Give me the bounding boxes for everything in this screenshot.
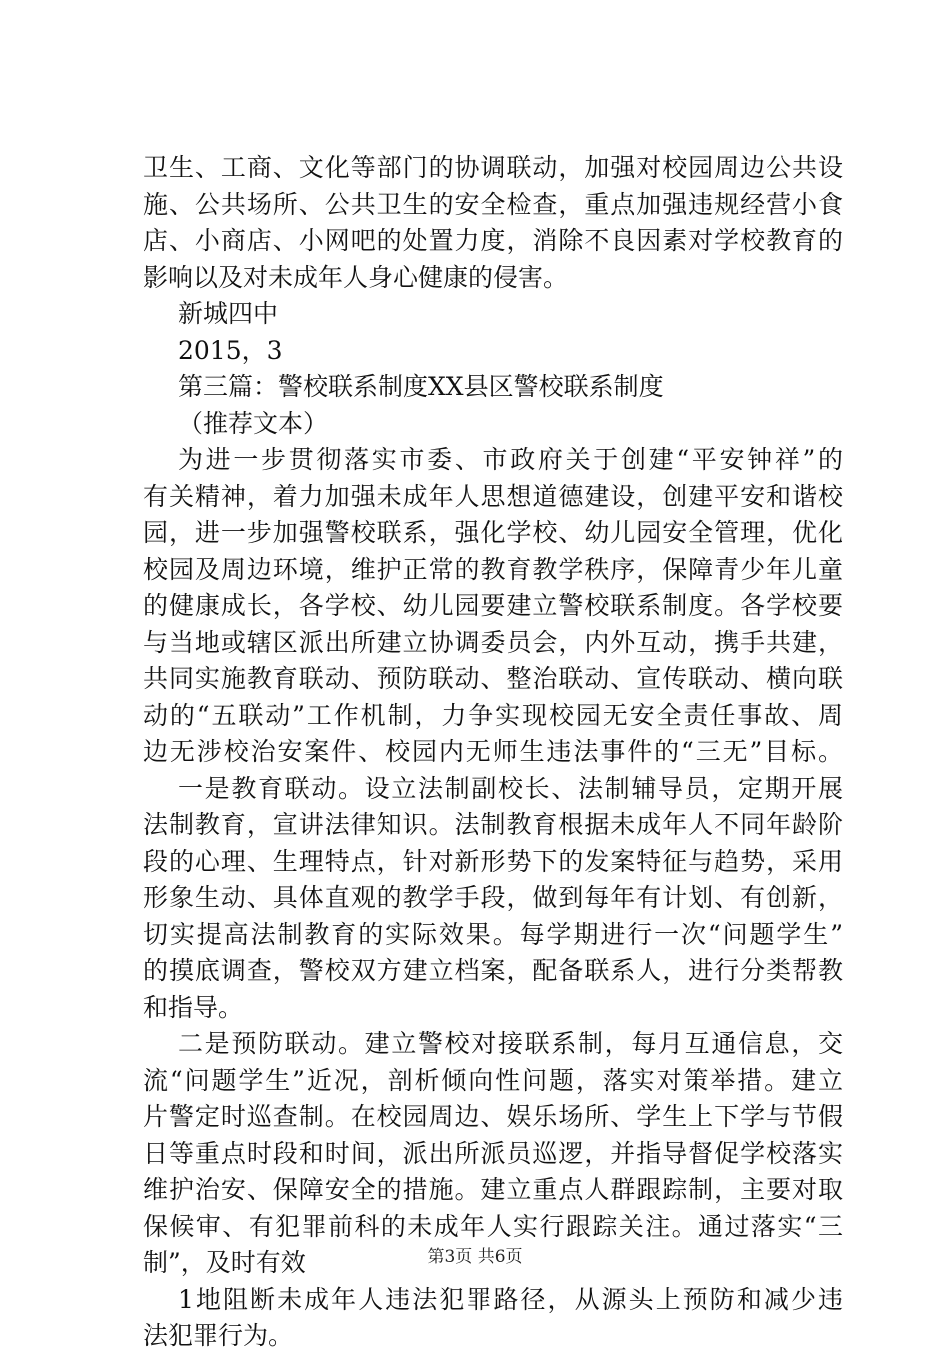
- text-line: 法犯罪行为。: [143, 1321, 294, 1350]
- text-line: 维护治安、保障安全的措施。建立重点人群跟踪制，主要对取: [143, 1175, 843, 1204]
- section-subtitle: （推荐文本）: [178, 408, 329, 438]
- text-line: 影响以及对未成年人身心健康的侵害。: [143, 262, 569, 292]
- text-line: 法制教育，宣讲法律知识。法制教育根据未成年人不同年龄阶: [143, 810, 843, 839]
- text-line: 的健康成长，各学校、幼儿园要建立警校联系制度。各学校要: [143, 591, 843, 620]
- text-line: 二是预防联动。建立警校对接联系制，每月互通信息，交: [178, 1029, 843, 1058]
- signature-date: 2015，3: [178, 335, 283, 365]
- text-line: 形象生动、具体直观的教学手段，做到每年有计划、有创新，: [143, 883, 843, 912]
- text-line: 保候审、有犯罪前科的未成年人实行跟踪关注。通过落实“三: [143, 1211, 843, 1241]
- text-line: 切实提高法制教育的实际效果。每学期进行一次“问题学生”: [143, 919, 843, 949]
- text-line: 日等重点时段和时间，派出所派员巡逻，并指导督促学校落实: [143, 1138, 843, 1168]
- text-line: 1地阻断未成年人违法犯罪路径，从源头上预防和减少违: [178, 1284, 843, 1314]
- text-line: 店、小商店、小网吧的处置力度，消除不良因素对学校教育的: [143, 226, 843, 255]
- text-line: 和指导。: [143, 992, 244, 1022]
- text-line: 校园及周边环境，维护正常的教育教学秩序，保障青少年儿童: [143, 554, 843, 584]
- text-line: 有关精神，着力加强未成年人思想道德建设，创建平安和谐校: [143, 481, 843, 511]
- text-line: 流“问题学生”近况，剖析倾向性问题，落实对策举措。建立: [143, 1065, 843, 1095]
- text-line: 片警定时巡查制。在校园周边、娱乐场所、学生上下学与节假: [143, 1102, 843, 1131]
- page-footer: 第3页 共6页: [427, 1247, 523, 1267]
- text-line: 园，进一步加强警校联系，强化学校、幼儿园安全管理，优化: [143, 518, 843, 547]
- text-line: 的摸底调查，警校双方建立档案，配备联系人，进行分类帮教: [143, 956, 843, 985]
- text-line: 段的心理、生理特点，针对新形势下的发案特征与趋势，采用: [143, 846, 843, 876]
- section-title: 第三篇：警校联系制度XX县区警校联系制度: [178, 372, 664, 401]
- text-line: 施、公共场所、公共卫生的安全检查，重点加强违规经营小食: [143, 189, 843, 219]
- text-line: 边无涉校治安案件、校园内无师生违法事件的“三无”目标。: [143, 737, 843, 766]
- text-line: 卫生、工商、文化等部门的协调联动，加强对校园周边公共设: [143, 153, 843, 182]
- text-line: 动的“五联动”工作机制，力争实现校园无安全责任事故、周: [143, 700, 843, 730]
- text-line: 制”，及时有效: [143, 1248, 306, 1277]
- text-line: 与当地或辖区派出所建立协调委员会，内外互动，携手共建，: [143, 627, 843, 657]
- signature-org: 新城四中: [178, 299, 279, 328]
- text-line: 一是教育联动。设立法制副校长、法制辅导员，定期开展: [178, 773, 843, 803]
- text-line: 共同实施教育联动、预防联动、整治联动、宣传联动、横向联: [143, 664, 843, 693]
- text-line: 为进一步贯彻落实市委、市政府关于创建“平安钟祥”的: [178, 445, 843, 474]
